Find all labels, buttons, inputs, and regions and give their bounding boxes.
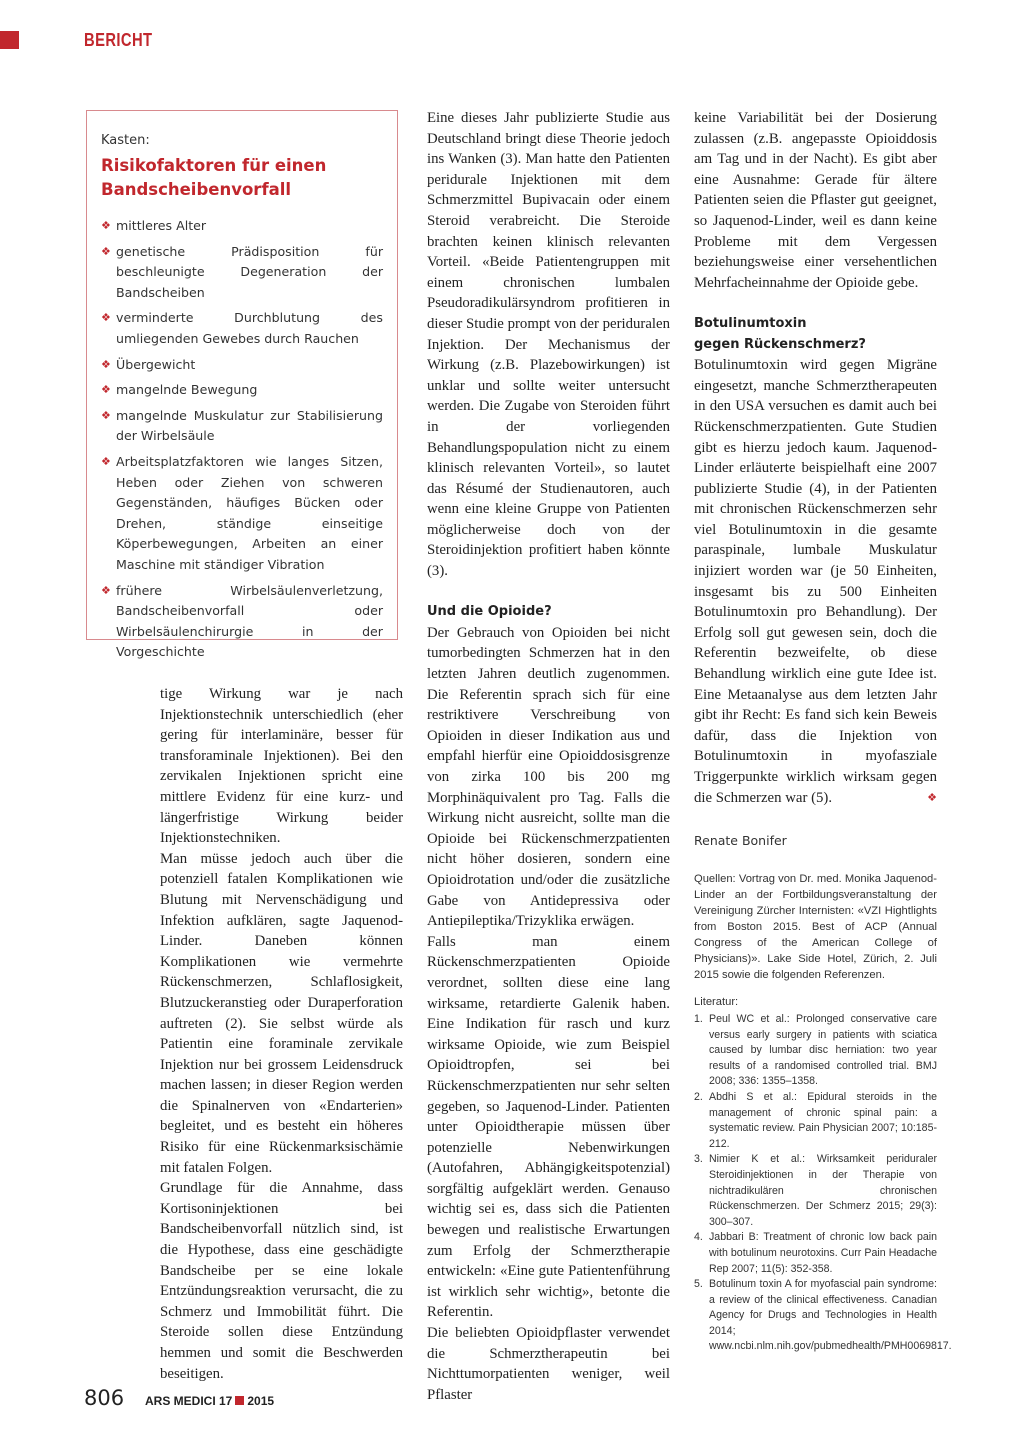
text-column-1 <box>160 684 403 1384</box>
paragraph: Falls man einem Rückenschmerzpatienten Opioide verordnet, sollten diese eine lang wirksame, retardierte Galenik haben. Eine Indikation für rasch und kurz wirksame Opioide, wie zum Beispiel Opioidtropfen, sei bei Rückenschmerzpatienten nur sehr selten gegeben, so Jaquenod-Linder. Patienten unter Opioidtherapie müssen über potenzielle Nebenwirkungen (Autofahren, Abhängigkeitspotenzial) sorgfältig aufgeklärt werden. Genauso wichtig sei es, dass sich die Patienten bewegen und realistische Erwartungen zum Erfolg der Schmerztherapie entwickeln: «Eine gute Patientenführung ist wirklich sehr wichtig», betonte die Referentin. <box>427 933 670 1321</box>
subheading: Und die Opioide? <box>427 604 552 620</box>
list-item: ❖ mangelnde Muskulatur zur Stabilisierung der Wirbelsäule <box>101 407 383 444</box>
paragraph: tige Wirkung war je nach Injektionstechnik unterschiedlich (eher gering für interlaminäre, besser für transforaminale Injektionen). Bei den zervikalen Injektionen spricht eine mittlere Evidenz für eine kurz- und längerfristige Wirkung beider Injektionstechniken. <box>160 686 403 847</box>
box-title-line: Bandscheibenvorfall <box>101 180 292 199</box>
section-label: BERICHT <box>84 30 153 50</box>
diamond-bullet-icon: ❖ <box>101 219 111 232</box>
box-kicker: Kasten: <box>101 133 150 148</box>
section-marker <box>0 31 19 49</box>
list-item: ❖ verminderte Durchblutung des umliegenden Gewebes durch Rauchen <box>101 310 383 346</box>
subheading-line: Botulinumtoxin <box>694 315 807 331</box>
paragraph: Eine dieses Jahr publizierte Studie aus Deutschland bringt diese Theorie jedoch ins Wanken (3). Man hatte den Patienten peridurale Injektionen mit dem Schmerzmittel Bupivacain oder einem Steroid verabreicht. Die Steroide brachten keinen klinisch relevanten Vorteil. «Beide Patientengruppen mit einem chronischen lumbalen Pseudoradikulärsyndrom profitieren in dieser Studie prompt von der periduralen Injektion. Der Mechanismus der Wirkung (z.B. Plazebowirkungen) ist unklar und sollte weiter untersucht werden. Die Zugabe von Steroiden führt in der vorliegenden Behandlungspopulation nicht zu einem klinisch relevanten Vorteil», so lautet das Résumé der Studienautoren, auch wenn eine kleine Gruppe von Patienten möglicherweise doch von der Steroidinjektion profitiert haben könnte (3). <box>427 110 670 580</box>
box-title <box>101 154 383 202</box>
list-item: ❖ frühere Wirbelsäulenverletzung, Bandscheibenvorfall oder Wirbelsäulenchirurgie in der Vorgeschichte <box>101 582 383 660</box>
reference-list <box>694 1012 952 1355</box>
paragraph: Man müsse jedoch auch über die potenziell fatalen Komplikationen wie Blutung mit Nervenschädigung und Infektion aufklären, sagte Jaquenod-Linder. Daneben können Komplikationen wie vermehrte Rückenschmerzen, Schlaflosigkeit, Blutzuckeranstieg oder Duraperforation auftreten (2). Sie selbst würde als Patientin eine foraminale zervikale Injektion nur bei grossem Leidensdruck machen lassen; in dieser Region werden die Spinalnerven von «Endarterien» begleitet, und es besteht ein höheres Risiko für eine Rückenmarksischämie mit fatalen Folgen. <box>160 850 403 1176</box>
subheading <box>694 314 937 355</box>
diamond-bullet-icon: ❖ <box>101 408 111 422</box>
journal-name: ARS MEDICI 17 <box>145 1394 233 1408</box>
diamond-bullet-icon: ❖ <box>101 311 111 325</box>
diamond-bullet-icon: ❖ <box>101 383 111 397</box>
paragraph: keine Variabilität bei der Dosierung zulassen (z.B. angepasste Opioiddosis am Tag und in der Nacht). Es gibt aber eine Ausnahme: Gerade für ältere Patienten seien die Pflaster gut geeignet, so Jaquenod-Linder, weil es dann keine Probleme mit dem Vergessen beziehungsweise einer versehentlichen Mehrfacheinnahme der Opioide gebe. <box>694 110 937 291</box>
diamond-bullet-icon: ❖ <box>101 454 111 468</box>
subheading-line: gegen Rückenschmerz? <box>694 336 866 352</box>
author-name: Renate Bonifer <box>694 833 787 848</box>
box-title-line: Risikofaktoren für einen <box>101 156 327 175</box>
list-item: ❖ Übergewicht <box>101 355 383 376</box>
literature-label: Literatur: <box>694 996 739 1008</box>
list-item: ❖ mangelnde Bewegung <box>101 380 383 401</box>
diamond-bullet-icon: ❖ <box>101 583 111 597</box>
sources-note: Quellen: Vortrag von Dr. med. Monika Jaquenod-Linder an der Fortbildungsveranstaltung der Vereinigung Zürcher Internisten: «VZI Hightlights from Boston 2015. Best of ACP (Annual Congress of the American College of Physicians)». Lake Side Hotel, Zürich, 2. Juli 2015 sowie die folgenden Referenzen. <box>694 873 937 981</box>
list-item: ❖ mittleres Alter <box>101 216 383 237</box>
reference-item: 1. Peul WC et al.: Prolonged conservative care versus early surgery in patients with sciatica caused by lumbar disc herniation: two year results of a randomised controlled trial. BMJ 2008; 336: 1355–1358. <box>694 1013 937 1088</box>
reference-item: 4. Jabbari B: Treatment of chronic low back pain with botulinum neurotoxins. Curr Pain Headache Rep 2007; 11(5): 352-358. <box>694 1231 937 1275</box>
diamond-bullet-icon: ❖ <box>101 244 111 258</box>
paragraph: Die beliebten Opioidpflaster verwendet die Schmerztherapeutin bei Nichttumorpatienten weniger, weil Pflaster <box>427 1325 670 1403</box>
paragraph: Botulinumtoxin wird gegen Migräne eingesetzt, manche Schmerztherapeuten in den USA versuchen es damit auch bei Rückenschmerzpatienten. Gute Studien gibt es hierzu jedoch kaum. Jaquenod-Linder erläuterte beispielhaft eine 2007 publizierte Studie (4), in der Patienten mit chronischen Rückenschmerzen sehr viel Botulinumtoxin in die gesamte paraspinale, lumbale Muskulatur injiziert worden war (je 50 Einheiten, insgesamt bis zu 500 Einheiten Botulinumtoxin pro Behandlung). Der Erfolg soll gut gewesen sein, doch die Referentin bezweifelte, ob diese Behandlung wirklich eine gute Idee ist. Eine Metaanalyse aus dem letzten Jahr gibt ihr Recht: Es fand sich kein Beweis dafür, dass die Injektion von Botulinumtoxin in myofasziale Triggerpunkte wirklich wirksam gegen die Schmerzen war (5). ❖ <box>694 355 937 808</box>
reference-item: 2. Abdhi S et al.: Epidural steroids in the management of chronic spinal pain: a systematic review. Pain Physician 2007; 10:185-212. <box>694 1090 937 1150</box>
reference-item: 5. Botulinum toxin A for myofascial pain syndrome: a review of the clinical effectiveness. Canadian Agency for Drugs and Technologies in Health 2014; www.ncbi.nlm.nih.gov/pubmedhealth/PMH0069817. <box>694 1278 952 1353</box>
journal-year: 2015 <box>247 1394 275 1408</box>
reference-item: 3. Nimier K et al.: Wirksamkeit periduraler Steroidinjektionen in der Therapie von nichtradikulären chronischen Rückenschmerzen. Der Schmerz 2015; 29(3): 300–307. <box>694 1153 937 1228</box>
info-box <box>86 110 398 660</box>
paragraph: Der Gebrauch von Opioiden bei nicht tumorbedingten Schmerzen hat in den letzten Jahren deutlich zugenommen. Die Referentin sprach sich für eine restriktivere Verschreibung von Opioiden in dieser Indikation aus und empfahl hierfür eine Opioiddosisgrenze von zirka 100 bis 200 mg Morphinäquivalent pro Tag. Falls die Wirkung nicht ausreicht, sollte man die Opioide bei Rückenschmerzpatienten nicht höher dosieren, sondern eine Opioidrotation und/oder die zusätzliche Gabe von Antidepressiva oder Antiepileptika/Trizyklika erwägen. <box>427 624 670 930</box>
list-item: ❖ genetische Prädisposition für beschleunigte Degeneration der Bandscheiben <box>101 243 383 300</box>
end-of-article-icon: ❖ <box>927 791 937 804</box>
journal-footer <box>145 1394 274 1408</box>
square-separator-icon <box>235 1396 244 1405</box>
text-column-3 <box>694 108 937 808</box>
list-item: ❖ Arbeitsplatzfaktoren wie langes Sitzen, Heben oder Ziehen von schweren Gegenständen, häufiges Bücken oder Drehen, ständige einseitige Köperbewegungen, Arbeiten an einer Maschine mit ständiger Vibration <box>101 453 383 572</box>
diamond-bullet-icon: ❖ <box>101 357 111 371</box>
risk-factor-list <box>101 216 383 663</box>
page-number: 806 <box>84 1386 125 1410</box>
text-column-2 <box>427 108 670 1405</box>
paragraph: Grundlage für die Annahme, dass Kortisoninjektionen bei Bandscheibenvorfall nützlich sind, ist die Hypothese, dass eine geschädigte Bandscheibe per se eine lokale Entzündungsreaktion verursacht, die zu Schmerz und Immobilität führt. Die Steroide sollen diese Entzündung hemmen und somit die Beschwerden beseitigen. <box>160 1180 403 1382</box>
